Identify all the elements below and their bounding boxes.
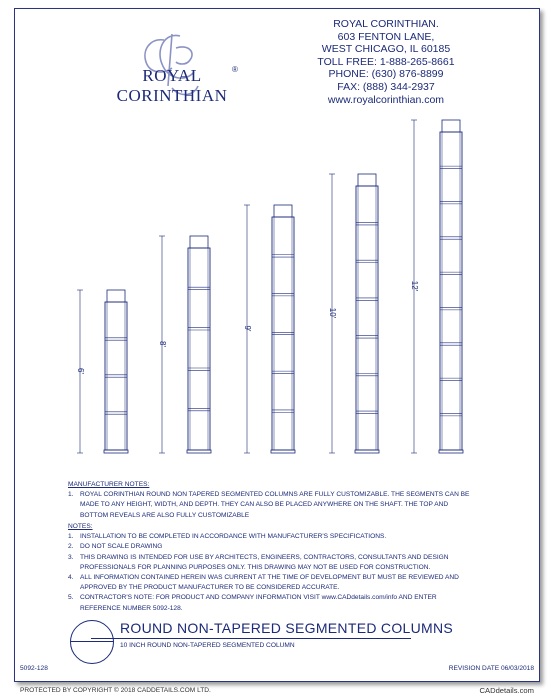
- address-line: 603 FENTON LANE,: [337, 30, 435, 43]
- note-line: ALL INFORMATION CONTAINED HEREIN WAS CURRENT AT THE TIME OF DEVELOPMENT BUT MUST BE REVIEWED AND: [80, 574, 459, 582]
- note-number: 3.: [68, 553, 74, 561]
- dimension-label: 8': [158, 341, 167, 347]
- note-line: INSTALLATION TO BE COMPLETED IN ACCORDANCE WITH MANUFACTURER'S SPECIFICATIONS.: [80, 533, 387, 541]
- site-link[interactable]: CADdetails.com: [479, 686, 534, 695]
- manufacturer-notes: [68, 480, 488, 521]
- dimension-label: 9': [243, 325, 252, 332]
- address-line: PHONE: (630) 876-8899: [328, 68, 444, 81]
- note-line: APPROVED BY THE PRODUCT MANUFACTURER TO BE CONSIDERED ACCURATE.: [80, 584, 340, 592]
- revision-date: REVISION DATE 06/03/2018: [448, 665, 534, 672]
- column-shaft: [105, 302, 127, 450]
- column-top-reveal: [358, 174, 376, 186]
- column-shaft: [188, 248, 210, 450]
- dimension-label: 12': [410, 280, 419, 292]
- note-number: 1.: [68, 533, 74, 541]
- note-line: CONTRACTOR'S NOTE: FOR PRODUCT AND COMPANY INFORMATION VISIT www.CADdetails.com/info AND ENTER: [80, 594, 437, 602]
- note-item: [68, 593, 488, 613]
- note-line: REFERENCE NUMBER 5092-128.: [80, 604, 183, 612]
- note-line: PROFESSIONALS FOR PLANNING PURPOSES ONLY. THIS DRAWING MAY NOT BE USED FOR CONSTRUCTION.: [80, 563, 431, 571]
- note-number: 4.: [68, 574, 74, 582]
- address-line: WEST CHICAGO, IL 60185: [321, 43, 451, 56]
- note-line: THIS DRAWING IS INTENDED FOR USE BY ARCHITECTS, ENGINEERS, CONTRACTORS, CONSULTANTS AND DESIGN: [80, 553, 449, 561]
- column-top-reveal: [107, 290, 125, 302]
- column-top-reveal: [274, 205, 292, 217]
- manufacturer-notes-heading: MANUFACTURER NOTES:: [68, 481, 150, 488]
- note-item: [68, 490, 488, 521]
- dimension-label: 6': [76, 368, 85, 374]
- column-top-reveal: [190, 236, 208, 248]
- dimension-label: 10': [328, 307, 337, 319]
- title-underline: [91, 638, 411, 639]
- note-number: 1.: [68, 491, 74, 499]
- copyright-text: PROTECTED BY COPYRIGHT © 2018 CADDETAILS.COM LTD.: [20, 687, 211, 694]
- drawing-code: 5092-128: [20, 665, 48, 672]
- note-item: [68, 542, 488, 552]
- column-base: [187, 450, 211, 453]
- address-line: ROYAL CORINTHIAN.: [333, 18, 439, 30]
- note-item: [68, 573, 488, 593]
- note-line: MADE TO ANY HEIGHT, WIDTH, AND DEPTH. THEY CAN ALSO BE PLACED ANYWHERE ON THE SHAFT. THE TOP AND: [80, 501, 449, 509]
- logo-wordmark: ROYAL CORINTHIAN: [116, 66, 228, 105]
- column-base: [104, 450, 128, 453]
- column-shaft: [440, 132, 462, 450]
- note-item: [68, 532, 488, 542]
- column-shaft: [356, 186, 378, 450]
- address-line: FAX: (888) 344-2937: [337, 80, 435, 93]
- notes-heading: NOTES:: [68, 523, 93, 530]
- note-line: DO NOT SCALE DRAWING: [80, 543, 163, 551]
- registered-mark: ®: [232, 65, 238, 74]
- column-base: [271, 450, 295, 453]
- drawing-title: ROUND NON-TAPERED SEGMENTED COLUMNS: [120, 620, 454, 636]
- column-base: [355, 450, 379, 453]
- note-line: ROYAL CORINTHIAN ROUND NON TAPERED SEGMENTED COLUMNS ARE FULLY CUSTOMIZABLE. THE SEGMENTS CAN BE: [80, 491, 470, 499]
- address-line: www.royalcorinthian.com: [327, 93, 445, 106]
- title-symbol: [70, 620, 114, 664]
- drawing-subtitle: 10 INCH ROUND NON-TAPERED SEGMENTED COLUMN: [120, 642, 295, 649]
- note-number: 5.: [68, 594, 74, 602]
- note-item: [68, 553, 488, 573]
- column-base: [439, 450, 463, 453]
- column-shaft: [272, 217, 294, 450]
- address-line: TOLL FREE: 1-888-265-8661: [317, 55, 455, 68]
- note-line: BOTTOM REVEALS ARE ALSO FULLY CUSTOMIZABLE: [80, 511, 250, 519]
- note-number: 2.: [68, 543, 74, 551]
- column-top-reveal: [442, 120, 460, 132]
- general-notes: [68, 522, 488, 614]
